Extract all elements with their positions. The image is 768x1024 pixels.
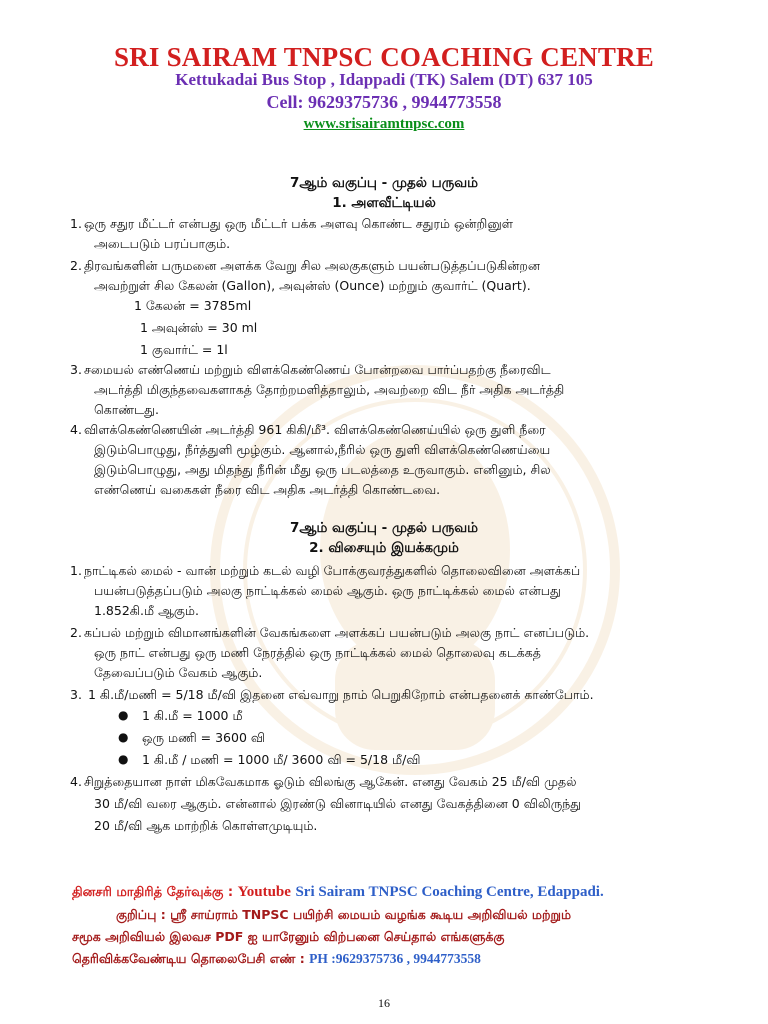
list-number: 1. (70, 563, 82, 578)
bullet-dot-icon: ● (118, 708, 129, 722)
centre-phone: Cell: 9629375736 , 9944773558 (266, 92, 502, 112)
footer-daily-test (72, 884, 604, 901)
footer-channel-name[interactable]: Sri Sairam TNPSC Coaching Centre, Edappadi. (295, 884, 604, 900)
conversion-gallon: 1 கேலன் = 3785ml (134, 298, 252, 313)
conversion-quart: 1 குவார்ட் = 1l (140, 342, 228, 357)
list-item-line: 30 மீ/வி வரை ஆகும். என்னால் இரண்டு வினாடியில் எனது வேகத்தினை 0 விலிருந்து (94, 796, 582, 811)
list-number: 3. (70, 362, 82, 377)
list-item-line: கொண்டது. (94, 402, 159, 417)
list-item-line: அடர்த்தி மிகுந்தவைகளாகத் தோற்றமளித்தாலும், அவற்றை விட நீர் அதிக அடர்த்தி (94, 382, 565, 397)
list-item-line: 1.852கி.மீ ஆகும். (94, 603, 199, 618)
footer-note-line2: சமூக அறிவியல் இலவச PDF ஐ யாரேனும் விற்பனை செய்தால் எங்களுக்கு (72, 929, 505, 944)
bullet-kmph-to-mps: 1 கி.மீ / மணி = 1000 மீ/ 3600 வி = 5/18 மீ/வி (142, 752, 421, 767)
list-item-line: அவற்றுள் சில கேலன் (Gallon), அவுன்ஸ் (Ounce) மற்றும் குவார்ட் (Quart). (94, 278, 531, 293)
footer-contact-phone: PH :9629375736 , 9944773558 (309, 951, 481, 966)
footer-note-line1: குறிப்பு : ஸ்ரீ சாய்ராம் TNPSC பயிற்சி மையம் வழங்க கூடிய அறிவியல் மற்றும் (116, 907, 572, 922)
list-item-line: அடைபடும் பரப்பாகும். (94, 236, 231, 251)
list-item-line: கப்பல் மற்றும் விமானங்களின் வேகங்களை அளக்கப் பயன்படும் அலகு நாட் எனப்படும். (84, 625, 590, 640)
list-item-line: 20 மீ/வி ஆக மாற்றிக் கொள்ளமுடியும். (94, 818, 318, 833)
list-item-line: இடும்பொழுது, நீர்த்துளி மூழ்கும். ஆனால்,நீரில் ஒரு துளி விளக்கெண்ணெய்யை (94, 442, 551, 457)
section2-class-heading: 7ஆம் வகுப்பு - முதல் பருவம் (290, 520, 478, 536)
list-item-line: 1 கி.மீ/மணி = 5/18 மீ/வி இதனை எவ்வாறு நாம் பெறுகிறோம் என்பதனைக் காண்போம். (88, 687, 594, 702)
section1-heading: 1. அளவீட்டியல் (332, 195, 436, 211)
list-number: 1. (70, 216, 82, 231)
section1-class-heading: 7ஆம் வகுப்பு - முதல் பருவம் (290, 175, 478, 191)
list-item-line: சமையல் எண்ணெய் மற்றும் விளக்கெண்ணெய் போன்றவை பார்ப்பதற்கு நீரைவிட (84, 362, 551, 377)
bullet-dot-icon: ● (118, 752, 129, 766)
footer-daily-test-label: தினசரி மாதிரித் தேர்வுக்கு : (72, 885, 234, 900)
list-item-line: பயன்படுத்தப்படும் அலகு நாட்டிக்கல் மைல் ஆகும். ஒரு நாட்டிக்கல் மைல் என்பது (94, 583, 561, 598)
conversion-ounce: 1 அவுன்ஸ் = 30 ml (140, 320, 258, 335)
list-item-line: ஒரு சதுர மீட்டர் என்பது ஒரு மீட்டர் பக்க அளவு கொண்ட சதுரம் ஒன்றினுள் (84, 216, 514, 231)
footer-youtube-label: Youtube (237, 884, 291, 900)
footer-contact-label: தெரிவிக்கவேண்டிய தொலைபேசி எண் : (72, 951, 305, 966)
page-number: 16 (378, 996, 390, 1010)
footer-note-line3 (72, 951, 481, 968)
list-number: 3. (70, 687, 82, 702)
list-item-line: இடும்பொழுது, அது மிதந்து நீரின் மீது ஒரு படலத்தை உருவாகும். எனினும், சில (94, 462, 551, 477)
list-number: 2. (70, 258, 82, 273)
bullet-dot-icon: ● (118, 730, 129, 744)
centre-title: SRI SAIRAM TNPSC COACHING CENTRE (114, 42, 654, 72)
list-item-line: தேவைப்படும் வேகம் ஆகும். (94, 665, 263, 680)
list-item-line: திரவங்களின் பருமனை அளக்க வேறு சில அலகுகளும் பயன்படுத்தப்படுகின்றன (84, 258, 541, 273)
centre-address: Kettukadai Bus Stop , Idappadi (TK) Salem (DT) 637 105 (175, 70, 593, 89)
list-item-line: சிறுத்தையான நாள் மிகவேகமாக ஓடும் விலங்கு ஆகேன். எனது வேகம் 25 மீ/வி முதல் (84, 774, 577, 789)
list-item-line: ஒரு நாட் என்பது ஒரு மணி நேரத்தில் ஒரு நாட்டிக்கல் மைல் தொலைவு கடக்கத் (94, 645, 541, 660)
list-item-line: நாட்டிகல் மைல் - வான் மற்றும் கடல் வழி போக்குவரத்துகளில் தொலைவினை அளக்கப் (84, 563, 581, 578)
list-number: 4. (70, 422, 82, 437)
bullet-hour-to-sec: ஒரு மணி = 3600 வி (142, 730, 266, 745)
bullet-km-to-m: 1 கி.மீ = 1000 மீ (142, 708, 243, 723)
list-number: 2. (70, 625, 82, 640)
list-item-line: விளக்கெண்ணெயின் அடர்த்தி 961 கிகி/மீ³. விளக்கெண்ணெய்யில் ஒரு துளி நீரை (84, 422, 546, 437)
section2-heading: 2. விசையும் இயக்கமும் (309, 540, 459, 556)
website-link[interactable]: www.srisairamtnpsc.com (303, 116, 465, 132)
list-number: 4. (70, 774, 82, 789)
list-item-line: எண்ணெய் வகைகள் நீரை விட அதிக அடர்த்தி கொண்டவை. (94, 482, 441, 497)
